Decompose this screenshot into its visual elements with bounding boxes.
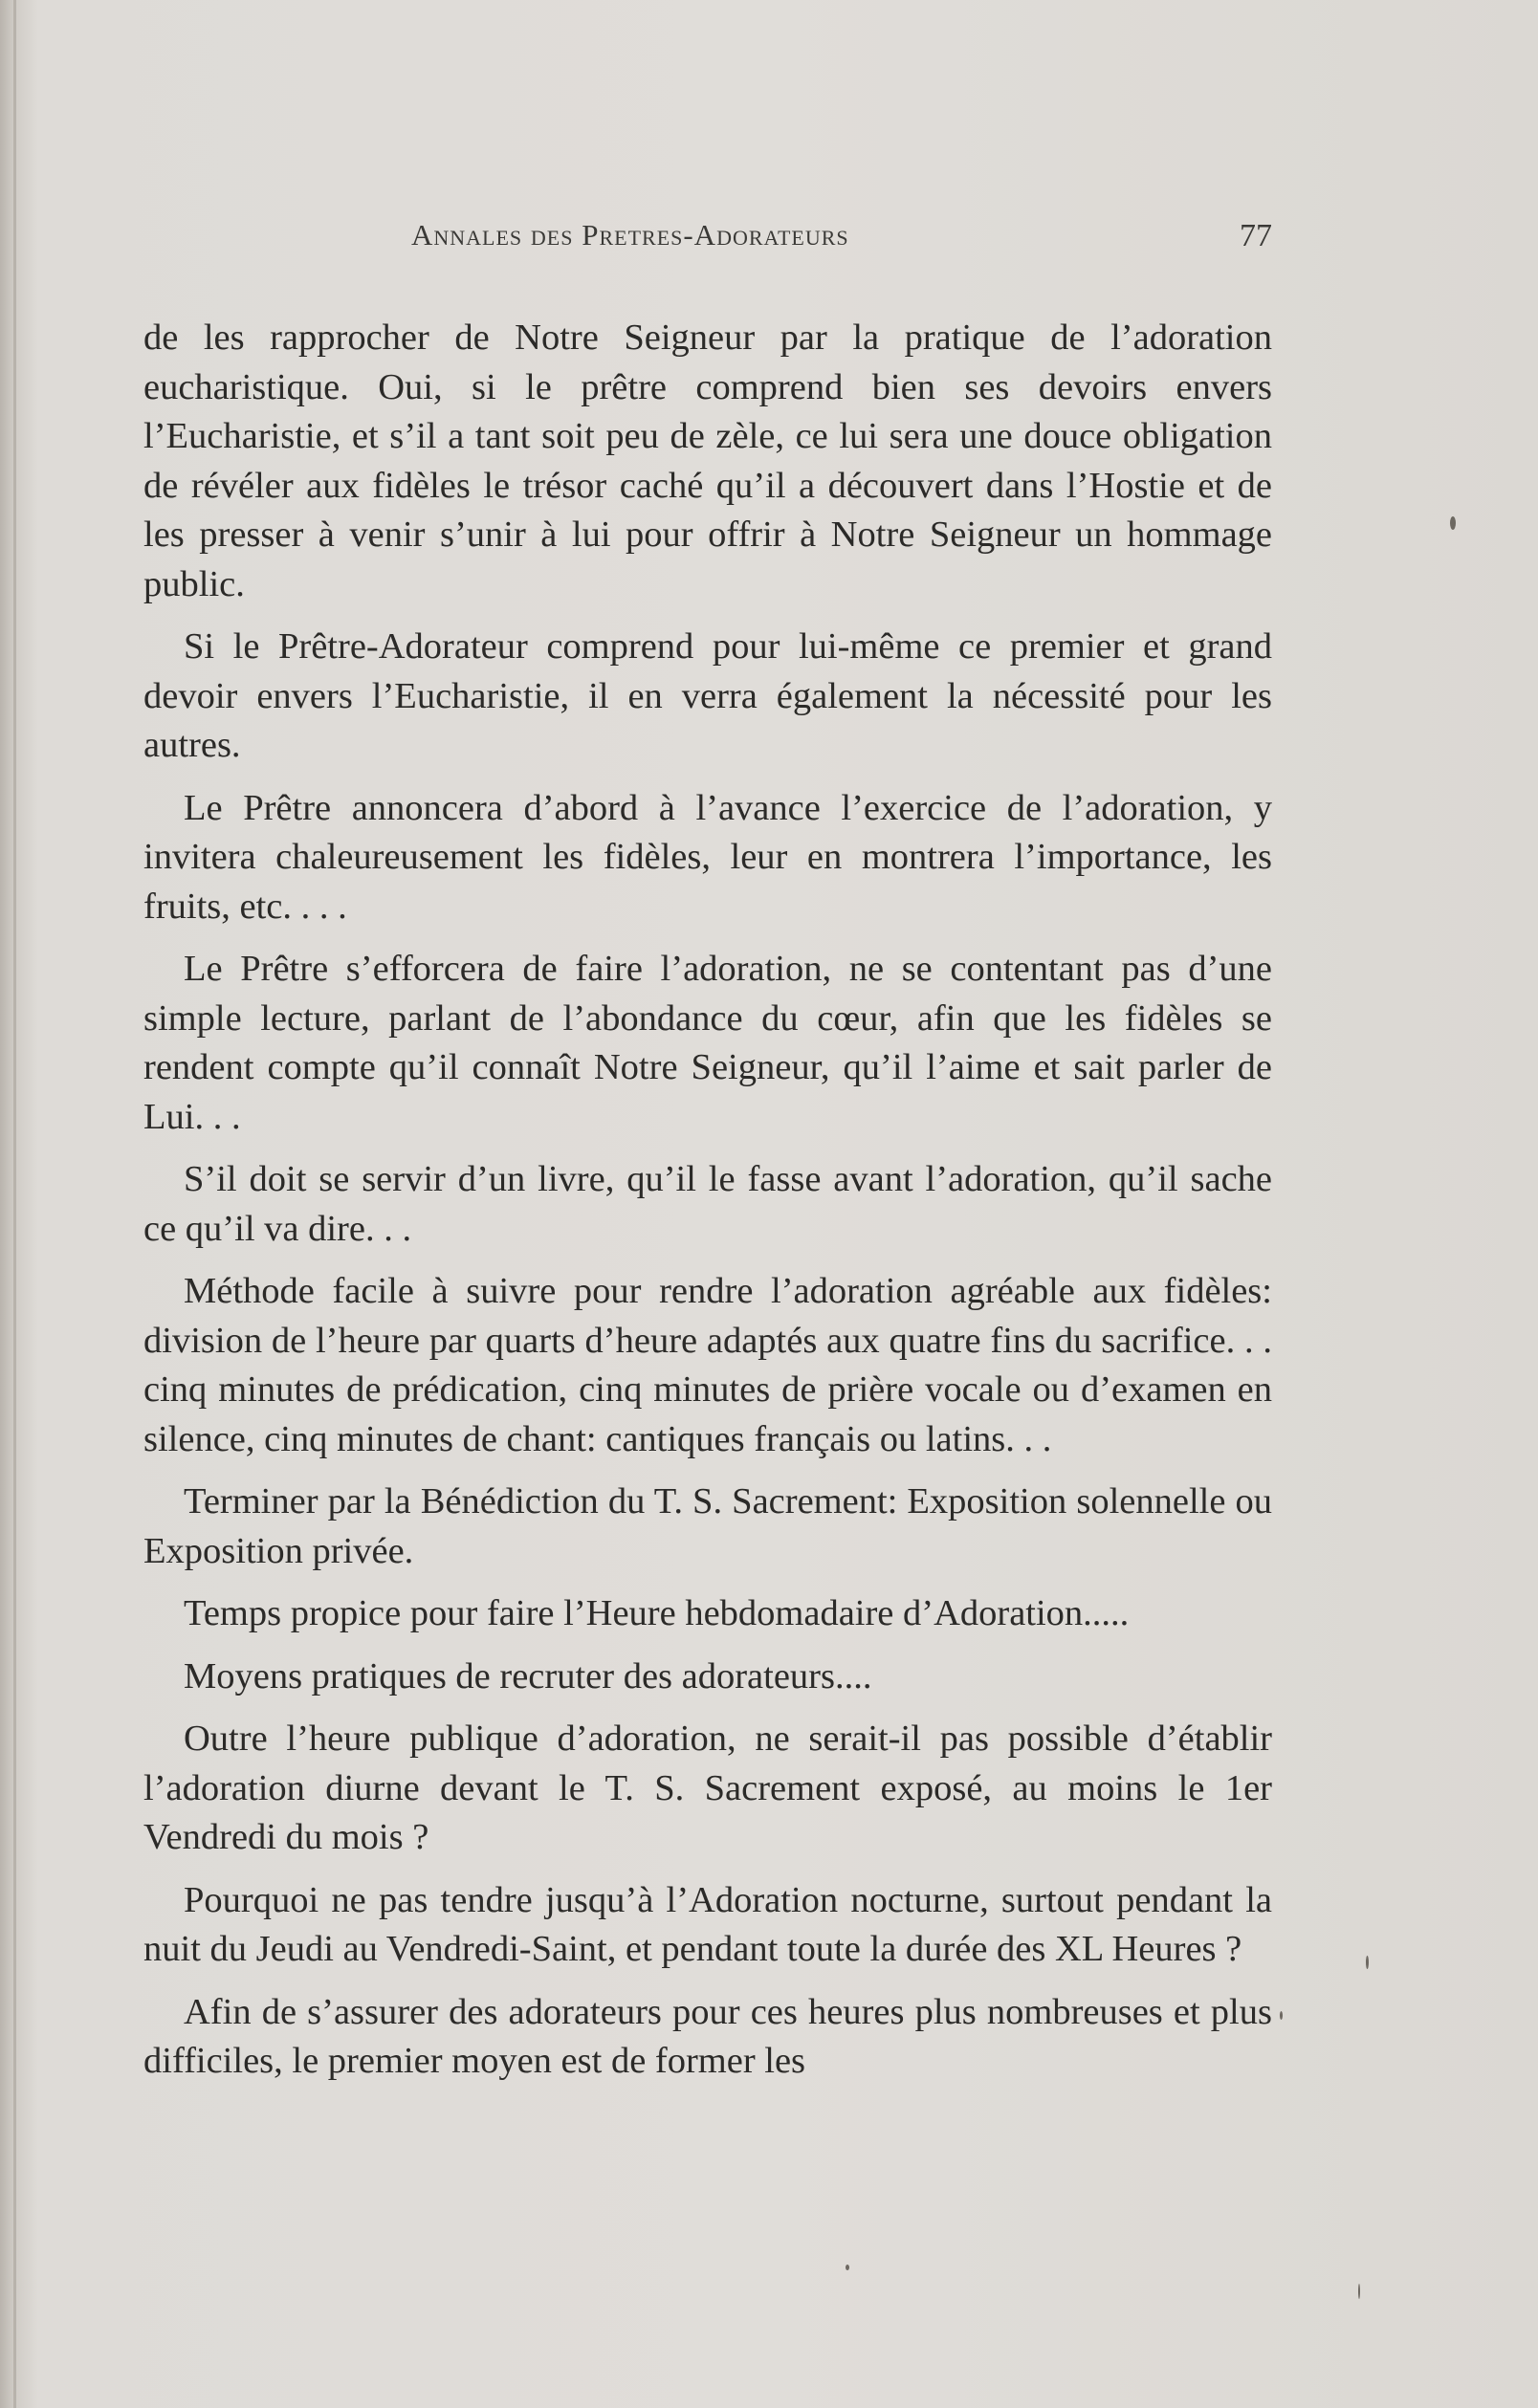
paragraph-7: Terminer par la Bénédiction du T. S. Sacrement: Exposition solennelle ou Exposition privée.: [143, 1481, 1272, 1571]
paper-speck: [1280, 2011, 1283, 2020]
paragraph-8: Temps propice pour faire l’Heure hebdomadaire d’Adoration.....: [184, 1593, 1130, 1633]
paragraph-11: Pourquoi ne pas tendre jusqu’à l’Adoration nocturne, surtout pendant la nuit du Jeudi au Vendredi-Saint, et pendant toute la durée des XL Heures ?: [143, 1879, 1272, 1969]
paragraph-12: Afin de s’assurer des adorateurs pour ces heures plus nombreuses et plus difficiles, le premier moyen est de former les: [143, 1991, 1272, 2081]
paragraph-3: Le Prêtre annoncera d’abord à l’avance l’exercice de l’adoration, y invitera chaleureusement les fidèles, leur en montrera l’importance, les fruits, etc. . . .: [143, 787, 1272, 927]
paper-speck: [846, 2265, 849, 2270]
paragraph-10: Outre l’heure publique d’adoration, ne serait-il pas possible d’établir l’adoration diurne devant le T. S. Sacrement exposé, au moins le 1er Vendredi du mois ?: [143, 1718, 1272, 1857]
page-gutter-shadow: [13, 0, 16, 2408]
paragraph-4: Le Prêtre s’efforcera de faire l’adoration, ne se contentant pas d’une simple lecture, parlant de l’abondance du cœur, afin que les fidèles se rendent compte qu’il connaît Notre Seigneur, qu’il l’aime et sait parler de Lui. . .: [143, 949, 1272, 1137]
running-title: Annales des Pretres-Adorateurs: [411, 218, 849, 252]
paragraph-6: Méthode facile à suivre pour rendre l’adoration agréable aux fidèles: division de l’heure par quarts d’heure adaptés aux quatre fins du sacrifice. . . cinq minutes de prédication, cinq minutes de prière vocale ou d’examen en silence, cinq minutes de chant: cantiques français ou latins. . .: [143, 1271, 1272, 1459]
paragraph-2: Si le Prêtre-Adorateur comprend pour lui-même ce premier et grand devoir envers l’Eucharistie, il en verra également la nécessité pour les autres.: [143, 626, 1272, 765]
paragraph-5: S’il doit se servir d’un livre, qu’il le fasse avant l’adoration, qu’il sache ce qu’il va dire. . .: [143, 1159, 1272, 1249]
page-number: 77: [1240, 218, 1272, 253]
paper-speck: [1450, 516, 1456, 530]
paragraph-9: Moyens pratiques de recruter des adorateurs....: [184, 1655, 872, 1697]
paper-speck: [1358, 2284, 1360, 2299]
running-header: [143, 218, 1272, 260]
paper-speck: [1366, 1956, 1369, 1969]
body-text: [143, 314, 1272, 2100]
paragraph-1: de les rapprocher de Notre Seigneur par la pratique de l’adoration eucharistique. Oui, si le prêtre comprend bien ses devoirs envers l’Eucharistie, et s’il a tant soit peu de zèle, ce lui sera une douce obligation de révéler aux fidèles le trésor caché qu’il a découvert dans l’Hostie et de les presser à venir s’unir à lui pour offrir à Notre Seigneur un hommage public.: [143, 317, 1272, 604]
